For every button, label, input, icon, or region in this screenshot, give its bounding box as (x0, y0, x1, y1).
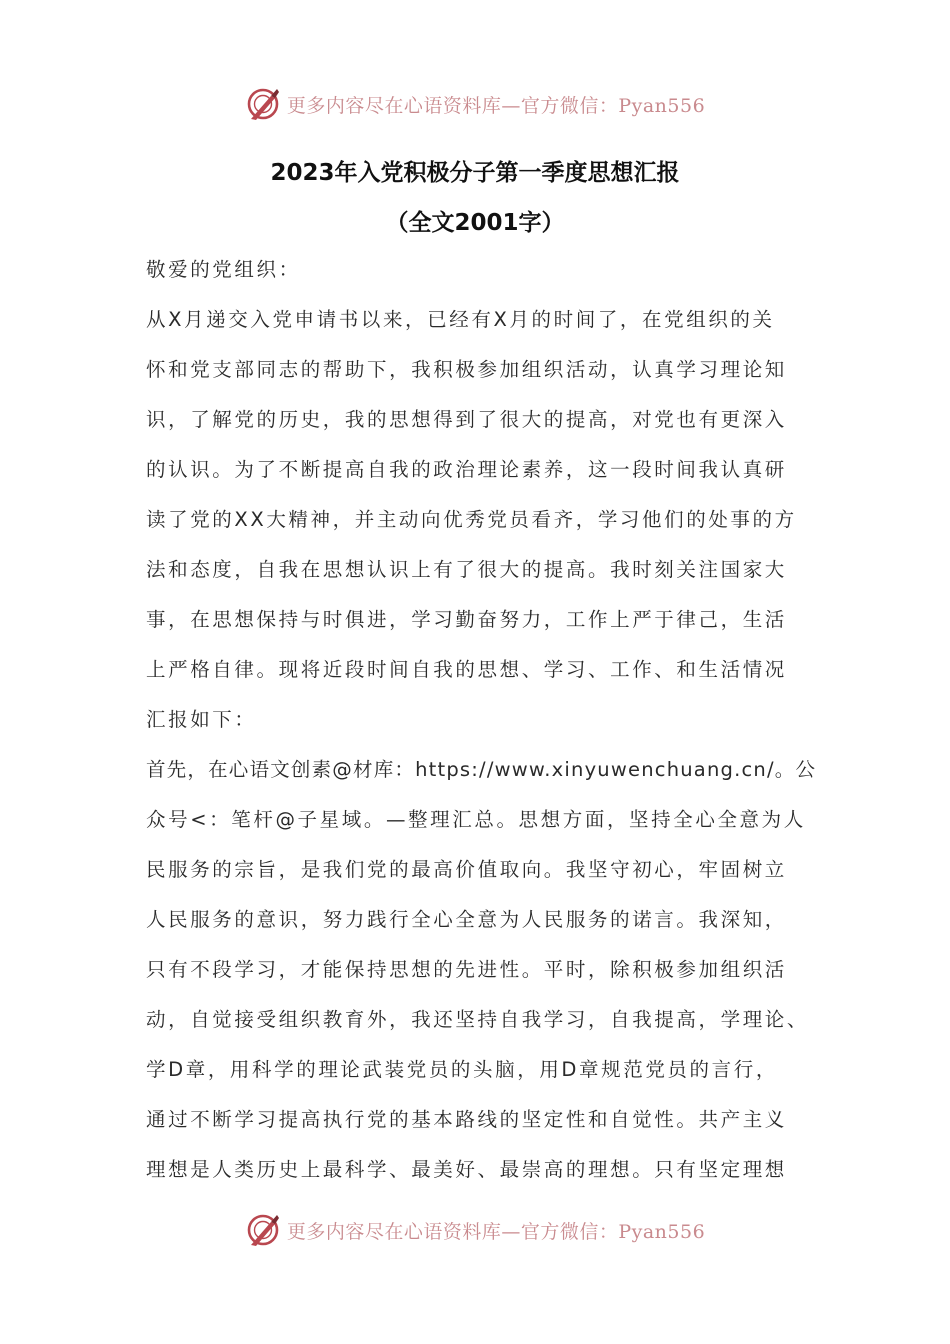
body-line: 理想是人类历史上最科学、最美好、最崇高的理想。只有坚定理想 (146, 1158, 787, 1181)
document-body (146, 245, 817, 1195)
footer-watermark-banner (0, 1208, 950, 1252)
body-line: 汇报如下： (146, 708, 257, 731)
body-line: 读了党的XX大精神，并主动向优秀党员看齐，学习他们的处事的方 (146, 508, 797, 531)
header-watermark-banner (0, 82, 950, 126)
body-line: 识，了解党的历史，我的思想得到了很大的提高，对党也有更深入 (146, 408, 787, 431)
pen-logo-icon (245, 1212, 281, 1248)
body-line: 人民服务的意识，努力践行全心全意为人民服务的诺言。我深知， (146, 908, 787, 931)
body-line: 上严格自律。现将近段时间自我的思想、学习、工作、和生活情况 (146, 658, 787, 681)
body-line: 民服务的宗旨，是我们党的最高价值取向。我坚守初心，牢固树立 (146, 858, 787, 881)
body-line: 学D章，用科学的理论武装党员的头脑，用D章规范党员的言行， (146, 1058, 778, 1081)
body-line: 法和态度，自我在思想认识上有了很大的提高。我时刻关注国家大 (146, 558, 787, 581)
pen-logo-icon (245, 86, 281, 122)
document-title: 2023年入党积极分子第一季度思想汇报 (270, 160, 680, 186)
body-line-with-link: 首先，在心语文创素@材库：https://www.xinyuwenchuang.cn/。公 (146, 758, 817, 781)
body-line: 敬爱的党组织： (146, 258, 301, 281)
body-line: 只有不段学习，才能保持思想的先进性。平时，除积极参加组织活 (146, 958, 787, 981)
body-line: 从X月递交入党申请书以来，已经有X月的时间了，在党组织的关 (146, 308, 775, 331)
watermark-text: 更多内容尽在心语资料库—官方微信：Pyan556 (286, 1220, 706, 1243)
watermark-text: 更多内容尽在心语资料库—官方微信：Pyan556 (286, 94, 706, 117)
body-line: 事，在思想保持与时俱进，学习勤奋努力，工作上严于律己，生活 (146, 608, 787, 631)
body-line: 的认识。为了不断提高自我的政治理论素养，这一段时间我认真研 (146, 458, 787, 481)
body-line: 怀和党支部同志的帮助下，我积极参加组织活动，认真学习理论知 (146, 358, 787, 381)
body-line: 众号<：笔杆@子星域。—整理汇总。思想方面，坚持全心全意为人 (146, 808, 806, 831)
body-line: 通过不断学习提高执行党的基本路线的坚定性和自觉性。共产主义 (146, 1108, 787, 1131)
body-line: 动，自觉接受组织教育外，我还坚持自我学习，自我提高，学理论、 (146, 1008, 810, 1031)
document-subtitle: （全文2001字） (385, 210, 565, 236)
